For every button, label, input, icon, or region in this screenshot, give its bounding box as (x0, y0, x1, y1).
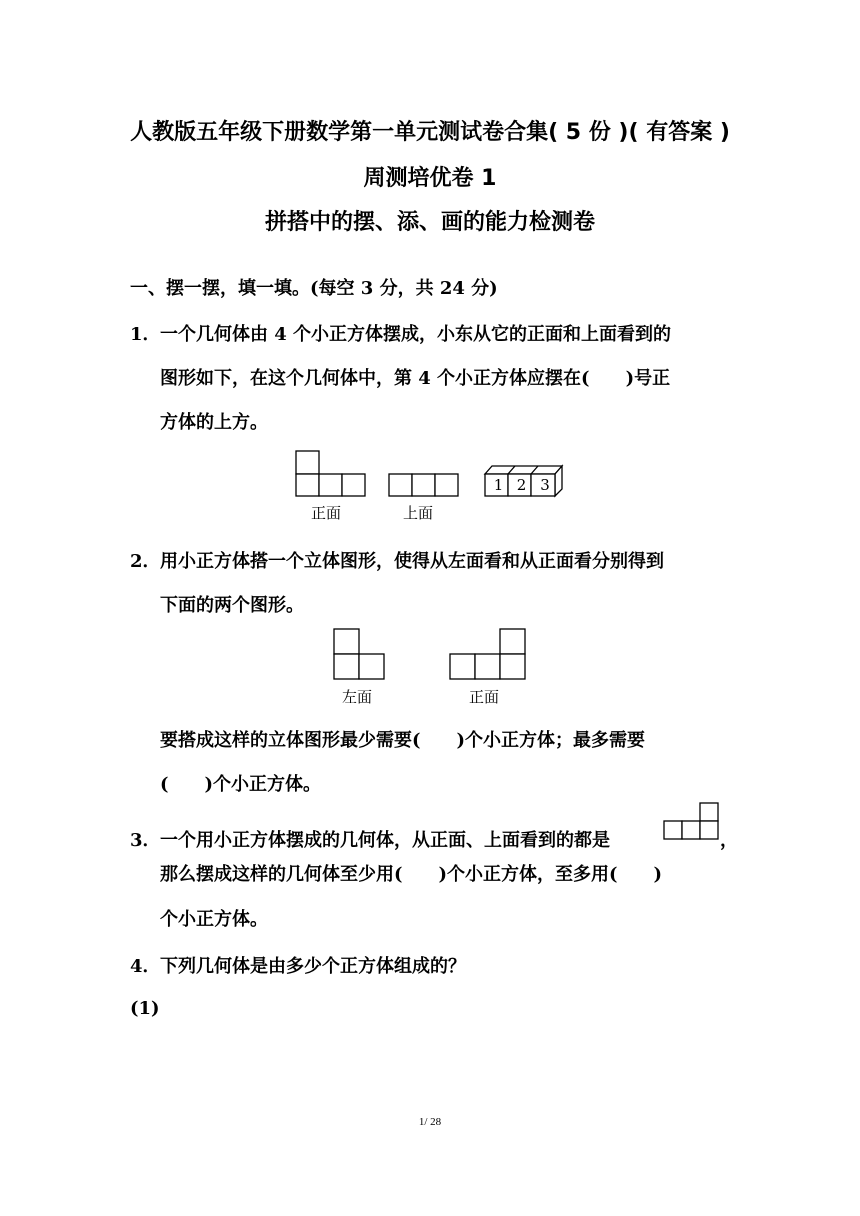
top-view-figure (389, 474, 458, 496)
question-number: 4． (130, 956, 161, 977)
document-subtitle: 周测培优卷 1 (363, 166, 497, 191)
section-heading: 一、摆一摆，填一填。(每空 3 分，共 24 分) (130, 278, 498, 299)
question-text: 下列几何体是由多少个正方体组成的？ (160, 956, 466, 977)
figure-caption: 上面 (403, 504, 434, 522)
q1-figure (290, 445, 580, 505)
cube-label: 1 (493, 476, 504, 494)
document-subtitle-2: 拼搭中的摆、添、画的能力检测卷 (264, 210, 595, 235)
question-text: 用小正方体搭一个立体图形，使得从左面看和从正面看分别得到 (160, 551, 664, 572)
question-text: ， (720, 830, 738, 851)
figure-caption: 左面 (342, 688, 373, 706)
cube-label: 2 (516, 476, 527, 494)
question-number: 3． (130, 830, 161, 851)
front-view-figure (296, 451, 365, 496)
question-text: 一个用小正方体摆成的几何体，从正面、上面看到的都是 (160, 830, 610, 851)
question-text: 个小正方体。 (160, 909, 268, 930)
question-text: 下面的两个图形。 (160, 595, 304, 616)
page-number: 1/ 28 (418, 1116, 442, 1128)
figure-caption: 正面 (469, 688, 500, 706)
question-number: 1． (130, 324, 161, 345)
question-text: 那么摆成这样的几何体至少用( )个小正方体，至多用( ) (160, 864, 663, 885)
sub-question-label: (1) (130, 998, 160, 1019)
question-number: 2． (130, 551, 161, 572)
question-text: 图形如下，在这个几何体中，第 4 个小正方体应摆在( )号正 (160, 368, 671, 389)
front-view-figure (450, 629, 525, 679)
question-text: ( )个小正方体。 (160, 774, 322, 795)
question-text: 要搭成这样的立体图形最少需要( )个小正方体；最多需要 (160, 730, 646, 751)
question-text: 一个几何体由 4 个小正方体摆成，小东从它的正面和上面看到的 (160, 324, 672, 345)
left-view-figure (334, 629, 384, 679)
cube-label: 3 (540, 476, 550, 494)
question-text: 方体的上方。 (160, 412, 268, 433)
q3-inline-figure (660, 800, 722, 842)
q2-figure (330, 625, 530, 685)
document-title: 人教版五年级下册数学第一单元测试卷合集( 5 份 )( 有答案 ) (130, 120, 730, 145)
figure-caption: 正面 (311, 504, 342, 522)
